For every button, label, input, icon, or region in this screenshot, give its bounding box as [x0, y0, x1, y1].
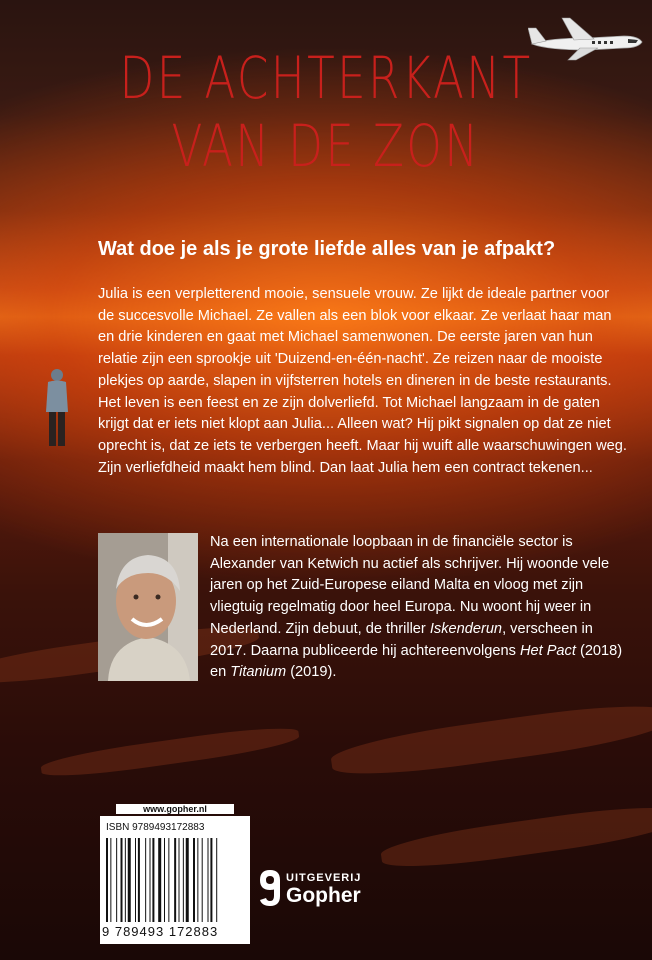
- bio-text: , verscheen in 2017. Daarna publiceerde hij achtereenvolgens: [210, 620, 593, 659]
- isbn-number: 9 789493 172883: [102, 924, 219, 939]
- publisher-logo: [258, 862, 408, 912]
- barcode-bars-icon: [106, 838, 244, 922]
- bio-text: (2019).: [286, 664, 337, 681]
- sand-streak: [379, 799, 652, 874]
- sand-streak: [40, 722, 301, 782]
- title-line-2: VAN DE ZON: [171, 112, 481, 180]
- book-title-het-pact: Het Pact: [519, 642, 576, 659]
- author-photo: [98, 533, 198, 681]
- standing-figure-icon: [44, 368, 70, 446]
- barcode-block: [100, 804, 250, 944]
- book-title: [72, 44, 581, 180]
- book-title-titanium: Titanium: [230, 664, 287, 681]
- blurb-text: Julia is een verpletterend mooie, sensuele vrouw. Ze lijkt de ideale partner voor de succesvolle Michael. Ze vallen als een blok voor elkaar. Ze verlaat haar man en drie kinderen en gaat met Michael samenwonen. De eerste jaren van hun relatie zijn een sprookje uit 'Duizend-en-één-nacht'. Ze reizen naar de mooiste plekjes op aarde, slapen in vijfsterren hotels en dineren in de beste restaurants. Het leven is een feest en ze zijn dolverliefd. Tot Michael langzaam in de gaten krijgt dat er iets niet klopt aan Julia... Alleen wat? Hij pikt signalen op dat ze niet oprecht is, dat ze iets te verbergen heeft. Maar hij wuift alle waarschuwingen weg. Zijn verliefdheid maakt hem blind. Dan laat Julia hem een contract tekenen...: [98, 286, 627, 476]
- publisher-name: Gopher: [286, 884, 361, 907]
- publisher-label: UITGEVERIJ: [286, 872, 362, 884]
- author-portrait-icon: [98, 533, 198, 681]
- title-line-1: DE ACHTERKANT: [119, 44, 533, 112]
- sand-streak: [329, 697, 652, 784]
- jet-plane-icon: [528, 14, 644, 64]
- bio-text: (2018) en: [210, 642, 623, 681]
- book-title-iskenderun: Iskenderun: [429, 620, 503, 637]
- author-bio: [210, 532, 630, 684]
- blurb: [98, 284, 628, 479]
- gopher-logo-icon: [258, 868, 282, 908]
- isbn-label: ISBN 9789493172883: [106, 822, 205, 833]
- publisher-url: www.gopher.nl: [116, 804, 234, 814]
- tagline: Wat doe je als je grote liefde alles van je afpakt?: [98, 238, 556, 260]
- barcode: [100, 816, 250, 944]
- bio-text: Na een internationale loopbaan in de financiële sector is Alexander van Ketwich nu actief als schrijver. Hij woonde vele jaren op het Zuid-Europese eiland Malta en vloog met zijn vliegtuig regelmatig door heel Europa. Nu woont hij weer in Nederland. Zijn debuut, de thriller: [210, 534, 610, 637]
